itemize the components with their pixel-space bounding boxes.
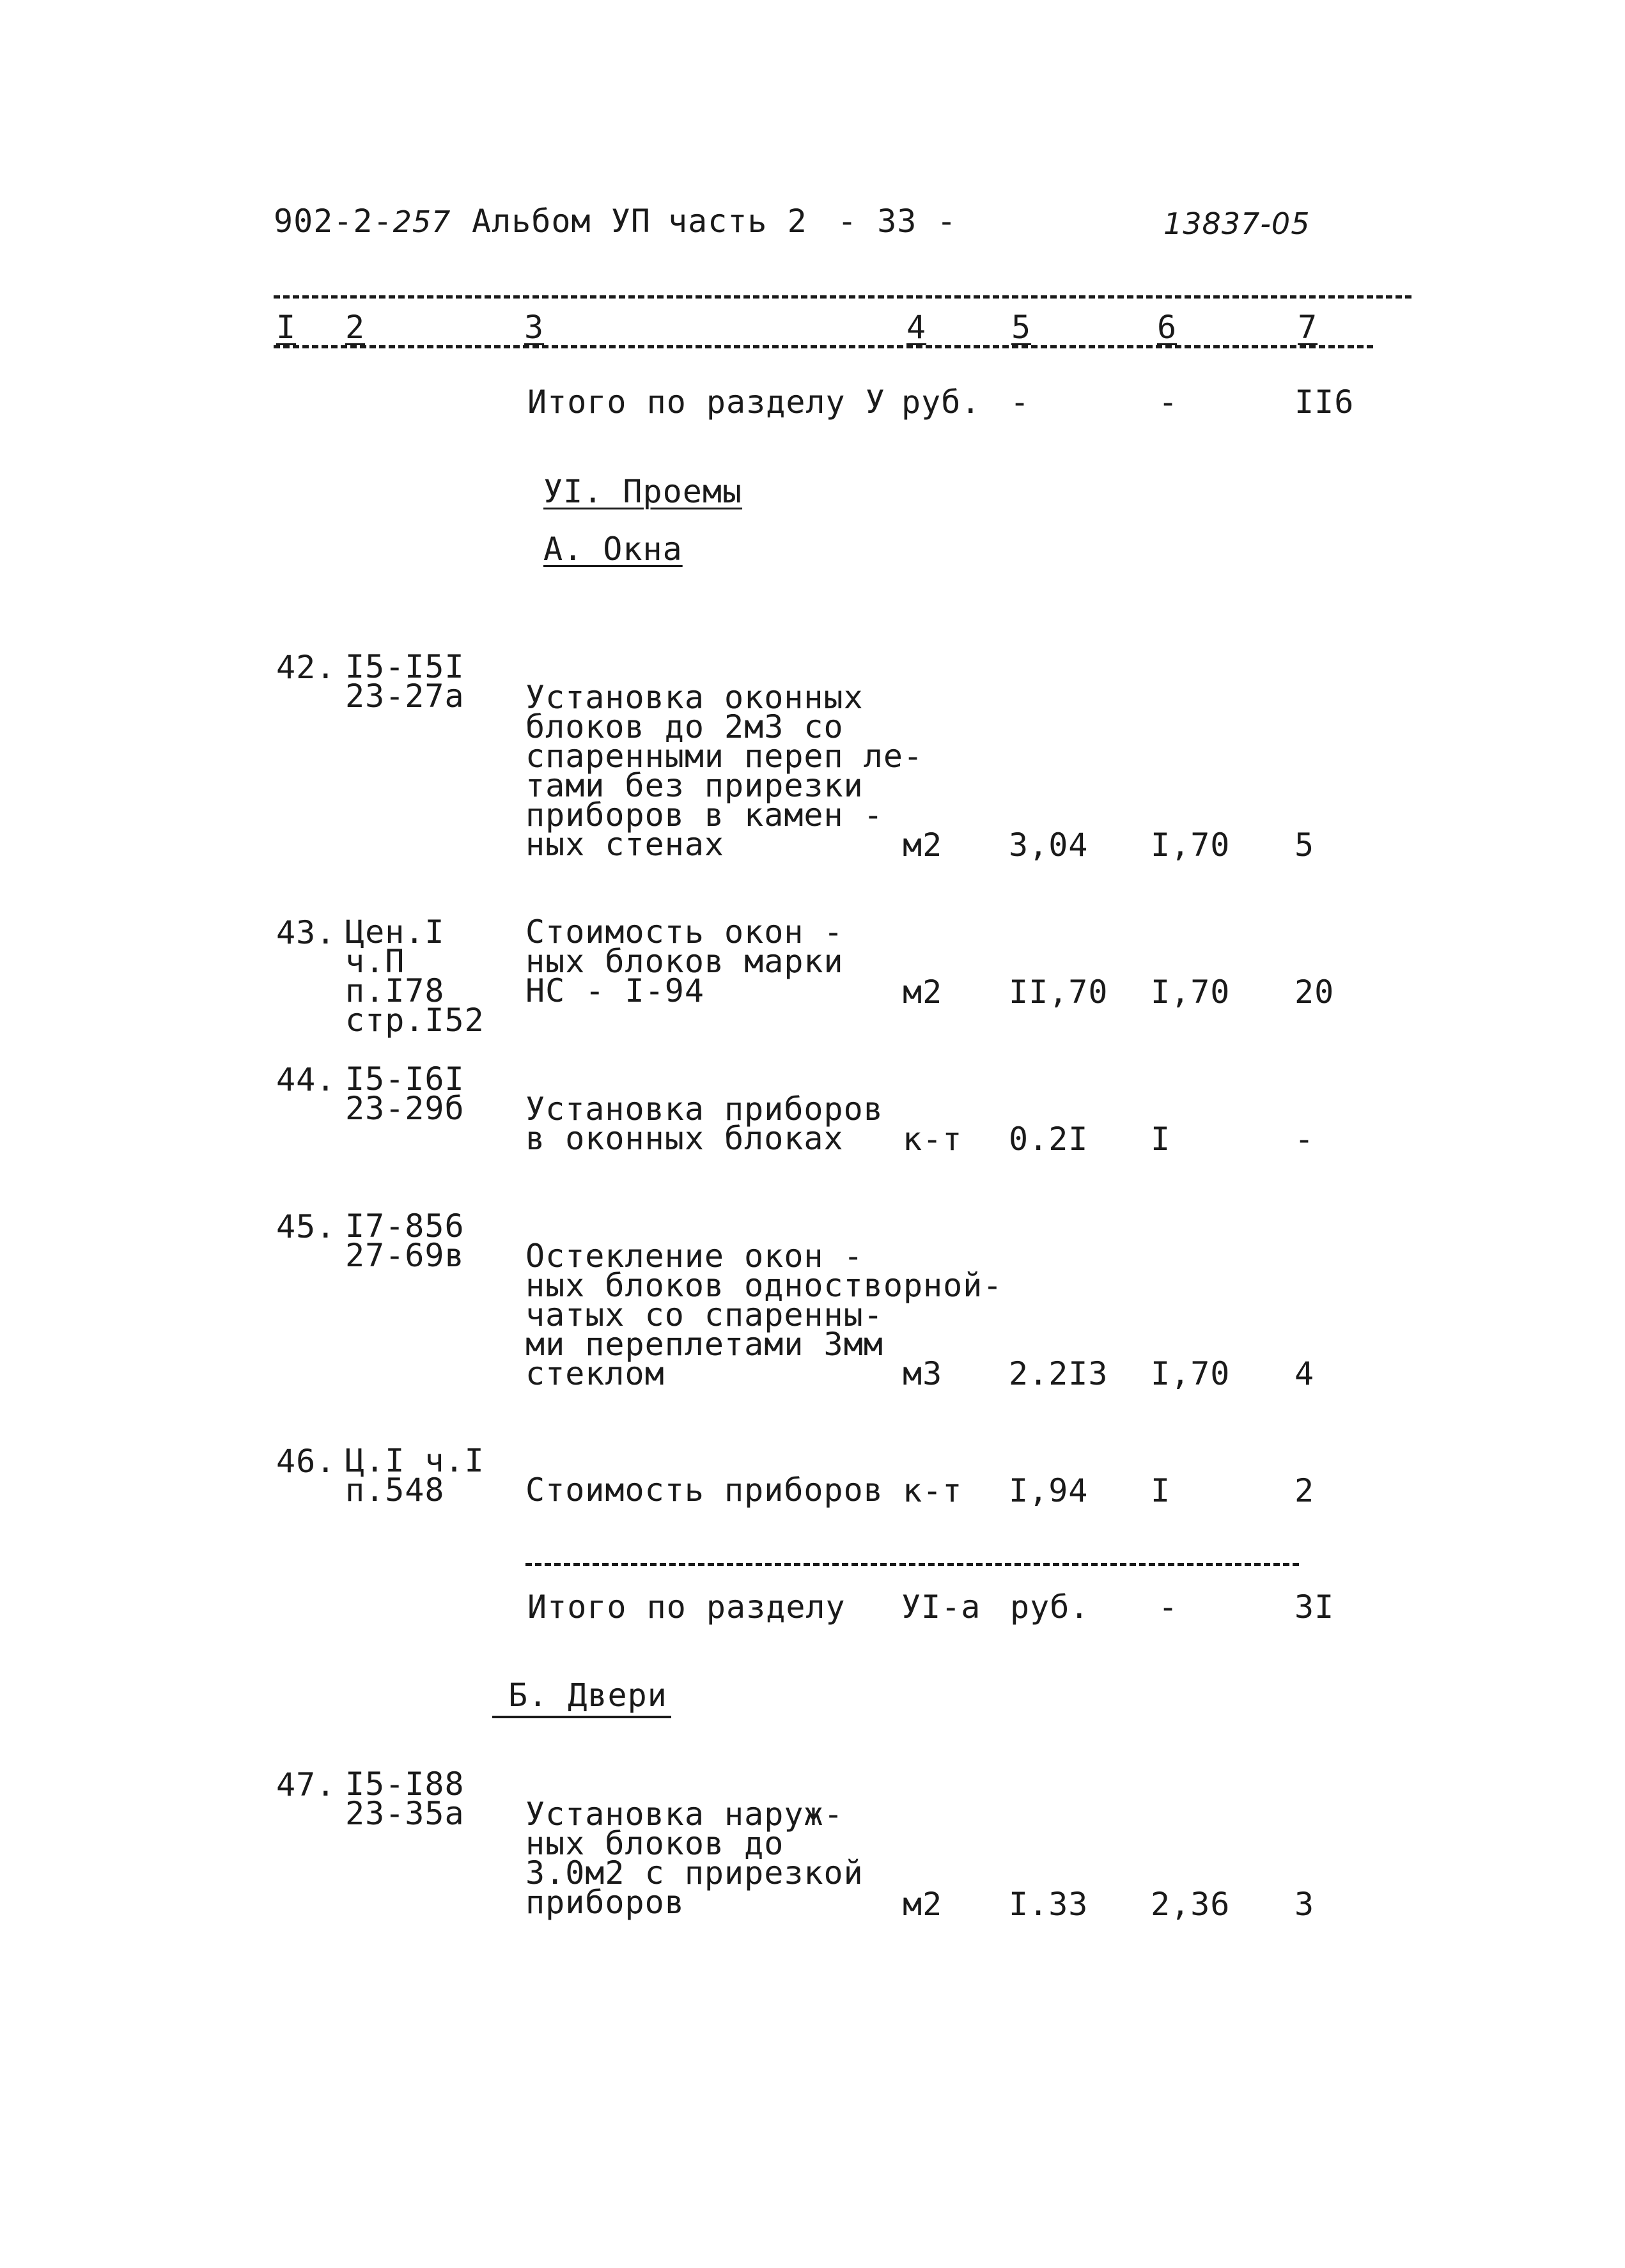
row-42-unit: м2 [903,827,943,864]
col-header-4: 4 [906,309,927,346]
row-47-ref: I5-I88 23-35а [345,1766,465,1832]
row-45-desc: Остекление окон - ных блоков одностворной- чатых со спаренны- ми переплетами 3мм стеклом [525,1238,1003,1392]
row-44-unit: к-т [903,1121,963,1158]
subtotal-6a-c6: - [1158,1588,1179,1626]
row-45-coef: I,70 [1151,1355,1231,1392]
sub-b-underline [492,1716,671,1718]
header-bottom-dashes [274,345,1373,348]
row-44-coef: I [1151,1121,1171,1158]
row-44-qty: 0.2I [1009,1121,1089,1158]
row-47-num: 47. [276,1766,336,1803]
section6-sub-a: А. Окна [543,531,683,568]
row-44-desc: Установка приборов в оконных блоках [525,1091,883,1157]
col-header-7: 7 [1298,309,1318,346]
row-43-qty: II,70 [1009,974,1108,1011]
row-46-coef: I [1151,1472,1171,1509]
header-top-dashes [274,295,1411,299]
row-42-ref: I5-I5I 23-27а [345,648,465,715]
col-header-6: 6 [1157,309,1178,346]
row-42-num: 42. [276,649,336,686]
row-46-unit: к-т [903,1472,963,1509]
col-header-1: I [276,309,297,346]
row-47-unit: м2 [903,1886,943,1923]
subtotal-dashes [525,1563,1299,1566]
part-label: часть 2 [668,203,807,240]
doc-code-hand: 257 [393,205,451,239]
row-46-num: 46. [276,1443,336,1480]
row-43-unit: м2 [903,974,943,1011]
col-header-3: 3 [524,309,545,346]
col-header-5: 5 [1011,309,1032,346]
row-47-desc: Установка наруж- ных блоков до 3.0м2 с прирезкой приборов [525,1796,864,1921]
section5-total-c6: - [1158,384,1179,421]
row-46-desc: Стоимость приборов [525,1472,883,1509]
subtotal-6a-unit: руб. [1010,1588,1090,1626]
row-42-desc: Установка оконных блоков до 2м3 со спаренными переп ле- тами без прирезки приборов в камен - ных стенах [525,679,924,863]
row-45-total: 4 [1295,1355,1315,1392]
subtotal-6a-c7: 3I [1295,1588,1335,1626]
page-number: - 33 - [837,203,957,240]
row-42-total: 5 [1295,827,1315,864]
row-44-total: - [1295,1121,1315,1158]
section5-total-unit: руб. [901,384,981,421]
subtotal-6a-label: Итого по разделу [527,1588,846,1626]
row-45-ref: I7-856 27-69в [345,1208,465,1274]
section5-total-label: Итого по разделу У [527,384,885,421]
section5-total-c7: II6 [1295,384,1355,421]
row-45-num: 45. [276,1208,336,1245]
subtotal-6a-section: УI-а [901,1588,981,1626]
doc-code: 902-2-257 [274,203,451,240]
row-43-total: 20 [1295,974,1335,1011]
row-45-qty: 2.2I3 [1009,1355,1108,1392]
row-42-qty: 3,04 [1009,827,1089,864]
row-43-ref: Цен.I ч.П п.I78 стр.I52 [345,913,485,1039]
row-44-ref: I5-I6I 23-29б [345,1060,465,1127]
row-47-qty: I.33 [1009,1886,1089,1923]
stamp-number: 13837-05 [1163,206,1310,241]
album-label: Альбом УП [472,203,651,240]
row-43-coef: I,70 [1151,974,1231,1011]
row-47-coef: 2,36 [1151,1886,1231,1923]
row-46-total: 2 [1295,1472,1315,1509]
col-header-2: 2 [345,309,366,346]
section5-total-c5: - [1010,384,1030,421]
row-46-qty: I,94 [1009,1472,1089,1509]
section6-sub-b: Б. Двери [508,1677,667,1714]
row-43-desc: Стоимость окон - ных блоков марки НС - I-94 [525,913,844,1009]
section6-title: УI. Проемы [543,473,743,510]
row-42-coef: I,70 [1151,827,1231,864]
row-46-ref: Ц.I ч.I п.548 [345,1442,485,1509]
row-45-unit: м3 [903,1355,943,1392]
row-47-total: 3 [1295,1886,1315,1923]
row-44-num: 44. [276,1061,336,1098]
row-43-num: 43. [276,914,336,951]
